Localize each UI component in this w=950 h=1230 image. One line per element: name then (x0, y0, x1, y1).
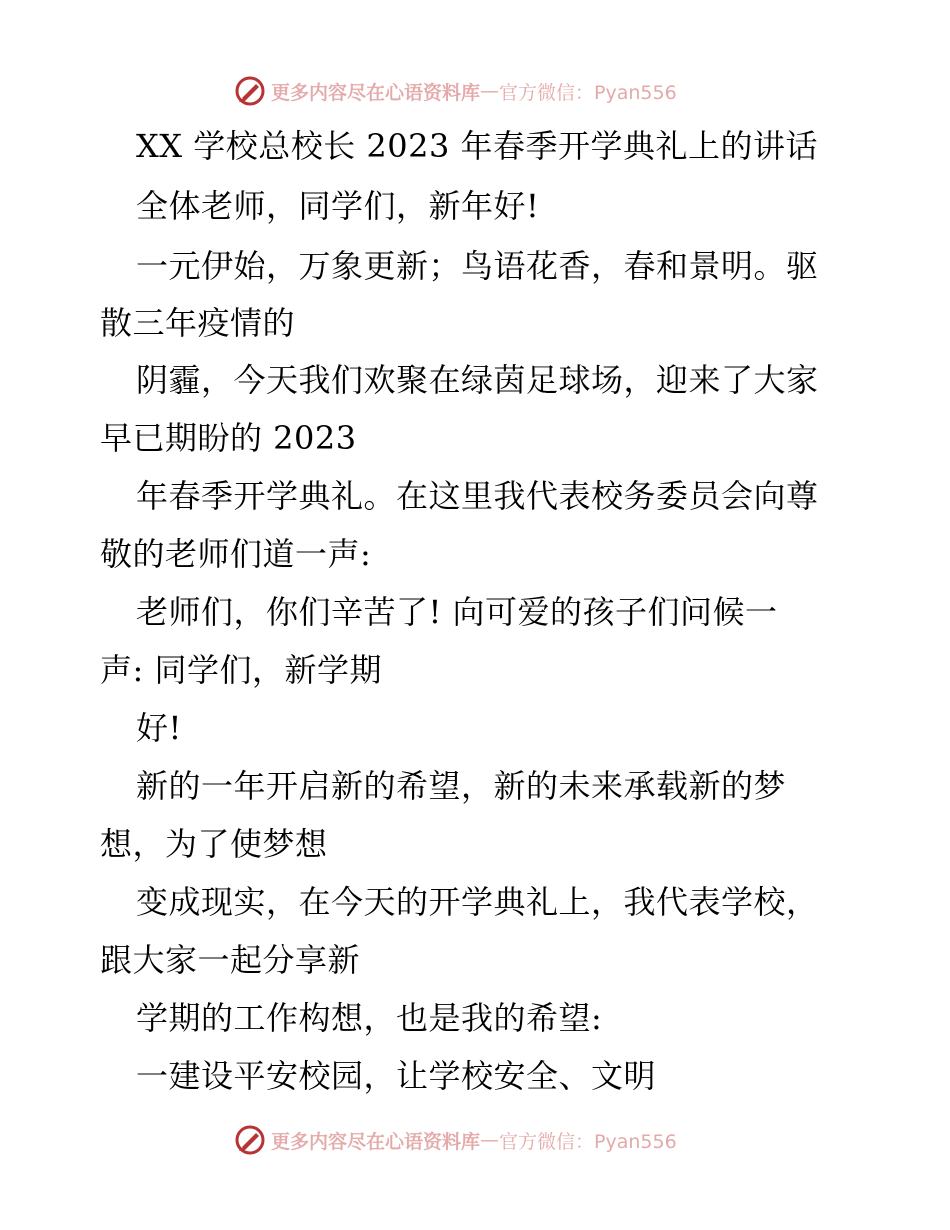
document-line: 好! (136, 709, 182, 747)
document-line: 一建设平安校园，让学校安全、文明 (136, 1057, 657, 1095)
watermark-separator: — (480, 80, 500, 102)
document-line: 变成现实，在今天的开学典礼上，我代表学校， (136, 883, 819, 921)
document-line: 年春季开学典礼。在这里我代表校务委员会向尊 (136, 477, 819, 515)
document-line: 想，为了使梦想 (100, 825, 328, 863)
sun-pen-logo-icon (233, 1123, 267, 1157)
footer-watermark (233, 1122, 677, 1158)
document-line: 学期的工作构想，也是我的希望: (136, 999, 603, 1037)
watermark-text: 更多内容尽在心语资料库 (271, 81, 481, 104)
watermark-separator: — (480, 1129, 500, 1151)
document-line: 声: 同学们，新学期 (100, 651, 382, 689)
document-title: XX 学校总校长 2023 年春季开学典礼上的讲话 (136, 127, 819, 165)
document-line: 阴霾，今天我们欢聚在绿茵足球场，迎来了大家 (136, 361, 819, 399)
document-line: 一元伊始，万象更新；鸟语花香，春和景明。驱 (136, 247, 819, 285)
document-line: 新的一年开启新的希望，新的未来承载新的梦 (136, 767, 787, 805)
watermark-wechat: 官方微信：Pyan556 (499, 1130, 677, 1153)
document-line: 敬的老师们道一声: (100, 535, 372, 573)
document-line: 散三年疫情的 (100, 304, 296, 342)
document-line: 早已期盼的 2023 (100, 419, 357, 457)
watermark-wechat: 官方微信：Pyan556 (499, 81, 677, 104)
sun-pen-logo-icon (233, 74, 267, 108)
document-line: 老师们，你们辛苦了! 向可爱的孩子们问候一 (136, 593, 778, 631)
document-line: 全体老师，同学们，新年好! (136, 187, 540, 225)
header-watermark (233, 73, 677, 109)
watermark-text: 更多内容尽在心语资料库 (271, 1130, 481, 1153)
document-line: 跟大家一起分享新 (100, 941, 361, 979)
